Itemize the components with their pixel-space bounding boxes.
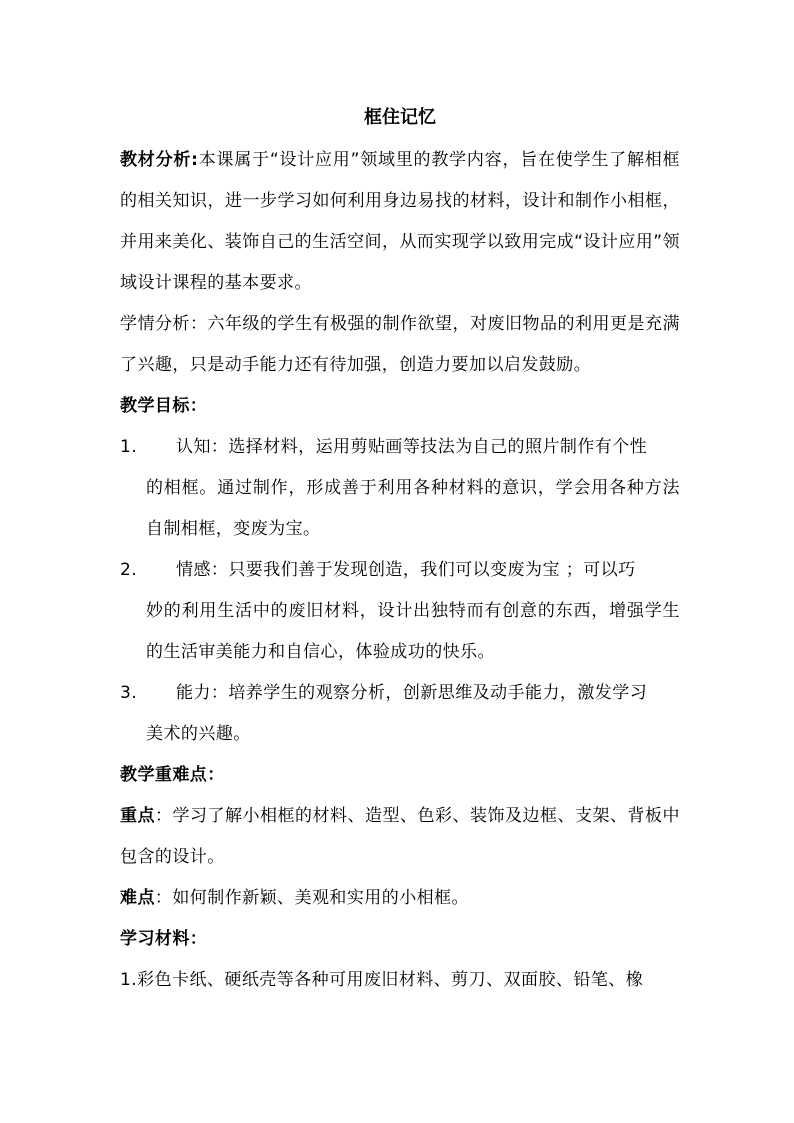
goal-body <box>146 427 680 550</box>
key-point-label: 重点 <box>120 806 156 826</box>
goal-number: 1. <box>120 437 138 457</box>
goal-number: 2. <box>120 560 138 580</box>
difficult-point-text: ：如何制作新颖、美观和实用的小相框。 <box>154 888 470 908</box>
textbook-analysis-label: 教材分析 <box>120 150 192 170</box>
teaching-goals-heading: 教学目标： <box>120 396 208 416</box>
difficult-point-label: 难点 <box>120 888 155 908</box>
textbook-analysis-text: 本课属于“设计应用”领域里的教学内容，旨在使学生了解相框的相关知识，进一步学习如何利用身边易找的材料，设计和制作小相框，并用来美化、装饰自己的生活空间，从而实现学以致用完成“设计应用”领域设计课程的基本要求。 <box>120 150 680 293</box>
goal-first-line: 能力：培养学生的观察分析，创新思维及动手能力，激发学习 <box>176 683 648 703</box>
goal-first-line: 认知：选择材料，运用剪贴画等技法为自己的照片制作有个性 <box>176 437 648 457</box>
difficult-point-paragraph <box>120 878 680 919</box>
textbook-analysis-paragraph <box>120 140 680 304</box>
materials-line: 1.彩色卡纸、硬纸壳等各种可用废旧材料、剪刀、双面胶、铅笔、橡 <box>120 970 644 990</box>
goal-item-1 <box>120 427 680 550</box>
goal-rest-text: 的相框。通过制作，形成善于利用各种材料的意识，学会用各种方法自制相框，变废为宝。 <box>146 478 680 539</box>
goal-number: 3. <box>120 683 138 703</box>
document-page <box>120 96 680 1001</box>
goal-item-3 <box>120 673 680 755</box>
key-point-text: ：学习了解小相框的材料、造型、色彩、装饰及边框、支架、背板中包含的设计。 <box>120 806 681 867</box>
key-point-paragraph <box>120 796 680 878</box>
goal-rest-text: 妙的利用生活中的废旧材料，设计出独特而有创意的东西，增强学生的生活审美能力和自信心，体验成功的快乐。 <box>146 601 680 662</box>
goal-item-2 <box>120 550 680 673</box>
learning-materials-heading: 学习材料： <box>120 929 208 949</box>
student-analysis-paragraph: 学情分析：六年级的学生有极强的制作欲望，对废旧物品的利用更是充满了兴趣，只是动手能力还有待加强，创造力要加以启发鼓励。 <box>120 314 680 375</box>
document-title: 框住记忆 <box>364 107 436 128</box>
goal-rest-text: 美术的兴趣。 <box>146 724 251 744</box>
key-difficult-heading: 教学重难点： <box>120 765 225 785</box>
goal-first-line: 情感：只要我们善于发现创造，我们可以变废为宝 ；可以巧 <box>176 560 636 580</box>
goal-body <box>146 550 680 673</box>
goal-body <box>146 673 680 755</box>
textbook-analysis-colon: : <box>191 150 199 170</box>
